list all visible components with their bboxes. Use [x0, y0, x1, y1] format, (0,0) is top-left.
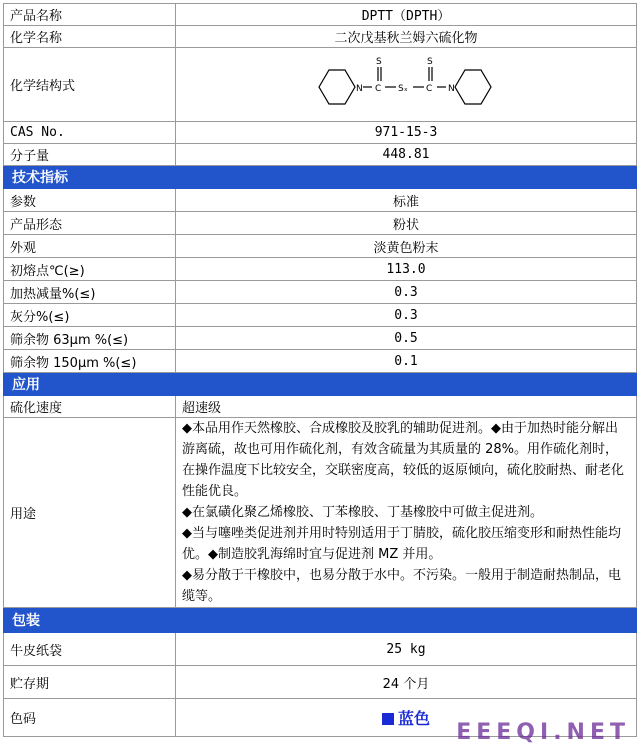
storage-value: 24 个月 — [176, 666, 637, 699]
row-mw — [4, 144, 637, 166]
piperidine-ring-right — [455, 70, 491, 104]
row-chem-name — [4, 26, 637, 48]
table-row — [4, 281, 637, 304]
section-packaging-title: 包装 — [4, 608, 637, 633]
tech-value: 0.3 — [176, 304, 637, 327]
tech-label: 筛余物 150μm %(≤) — [4, 350, 176, 373]
tech-label: 加热减量%(≤) — [4, 281, 176, 304]
color-swatch — [382, 713, 394, 725]
tech-value: 粉状 — [176, 212, 637, 235]
table-row — [4, 327, 637, 350]
tech-value: 0.1 — [176, 350, 637, 373]
bag-value: 25 kg — [176, 633, 637, 666]
atom-c-left: C — [375, 83, 382, 94]
table-row — [4, 258, 637, 281]
structure-label: 化学结构式 — [4, 48, 176, 122]
table-row — [4, 235, 637, 258]
chem-name-value: 二次戊基秋兰姆六硫化物 — [176, 26, 637, 48]
row-speed — [4, 396, 637, 418]
row-product-name — [4, 4, 637, 26]
tech-value: 113.0 — [176, 258, 637, 281]
product-name-label: 产品名称 — [4, 4, 176, 26]
section-application-title: 应用 — [4, 373, 637, 396]
tech-label: 外观 — [4, 235, 176, 258]
tech-label: 灰分%(≤) — [4, 304, 176, 327]
product-name-value: DPTT（DPTH） — [176, 4, 637, 26]
tech-label: 参数 — [4, 189, 176, 212]
atom-n-right: N — [448, 83, 455, 94]
atom-c-right: C — [426, 83, 433, 94]
tech-label: 筛余物 63μm %(≤) — [4, 327, 176, 350]
bag-label: 牛皮纸袋 — [4, 633, 176, 666]
table-row — [4, 350, 637, 373]
tech-label: 产品形态 — [4, 212, 176, 235]
cas-label: CAS No. — [4, 122, 176, 144]
usage-paragraph: ◆易分散于干橡胶中，也易分散于水中。不污染。一般用于制造耐热制品，电缆等。 — [182, 568, 621, 604]
table-row — [4, 212, 637, 235]
table-row — [4, 304, 637, 327]
tech-value: 标准 — [176, 189, 637, 212]
atom-sx-bridge: Sₓ — [398, 83, 408, 94]
row-usage — [4, 418, 637, 608]
structure-cell — [176, 48, 637, 122]
atom-n-left: N — [356, 83, 363, 94]
tech-label: 初熔点℃(≥) — [4, 258, 176, 281]
usage-paragraph: ◆本品用作天然橡胶、合成橡胶及胶乳的辅助促进剂。◆由于加热时能分解出游离硫，故也可用作硫化剂，有效含硫量为其质量的 28%。用作硫化剂时，在操作温度下比较安全，交联密度高，较低的返原倾向，硫化胶耐热、耐老化性能优良。 — [182, 421, 625, 499]
chem-name-label: 化学名称 — [4, 26, 176, 48]
atom-s-left: S — [376, 56, 382, 67]
spec-table — [3, 3, 637, 737]
watermark-logo: EEEQI.NET — [456, 720, 630, 745]
speed-label: 硫化速度 — [4, 396, 176, 418]
section-packaging — [4, 608, 637, 633]
section-tech-title: 技术指标 — [4, 166, 637, 189]
row-structure — [4, 48, 637, 122]
piperidine-ring-left — [319, 70, 355, 104]
storage-label: 贮存期 — [4, 666, 176, 699]
usage-text — [176, 418, 637, 608]
tech-value: 0.5 — [176, 327, 637, 350]
tech-value: 淡黄色粉末 — [176, 235, 637, 258]
cas-value: 971-15-3 — [176, 122, 637, 144]
row-storage — [4, 666, 637, 699]
color-value: 蓝色 — [397, 709, 430, 728]
usage-paragraph: ◆在氯磺化聚乙烯橡胶、丁苯橡胶、丁基橡胶中可做主促进剂。 — [182, 505, 543, 520]
atom-s-right: S — [427, 56, 433, 67]
table-row — [4, 189, 637, 212]
mw-value: 448.81 — [176, 144, 637, 166]
usage-label: 用途 — [4, 418, 176, 608]
row-cas — [4, 122, 637, 144]
usage-paragraph: ◆当与噻唑类促进剂并用时特别适用于丁腈胶，硫化胶压缩变形和耐热性能均优。◆制造胶乳海绵时宜与促进剂 MZ 并用。 — [182, 526, 621, 562]
section-tech — [4, 166, 637, 189]
chemical-structure-diagram — [311, 53, 501, 117]
tech-value: 0.3 — [176, 281, 637, 304]
section-application — [4, 373, 637, 396]
row-bag — [4, 633, 637, 666]
speed-value: 超速级 — [176, 396, 637, 418]
color-label: 色码 — [4, 699, 176, 737]
mw-label: 分子量 — [4, 144, 176, 166]
